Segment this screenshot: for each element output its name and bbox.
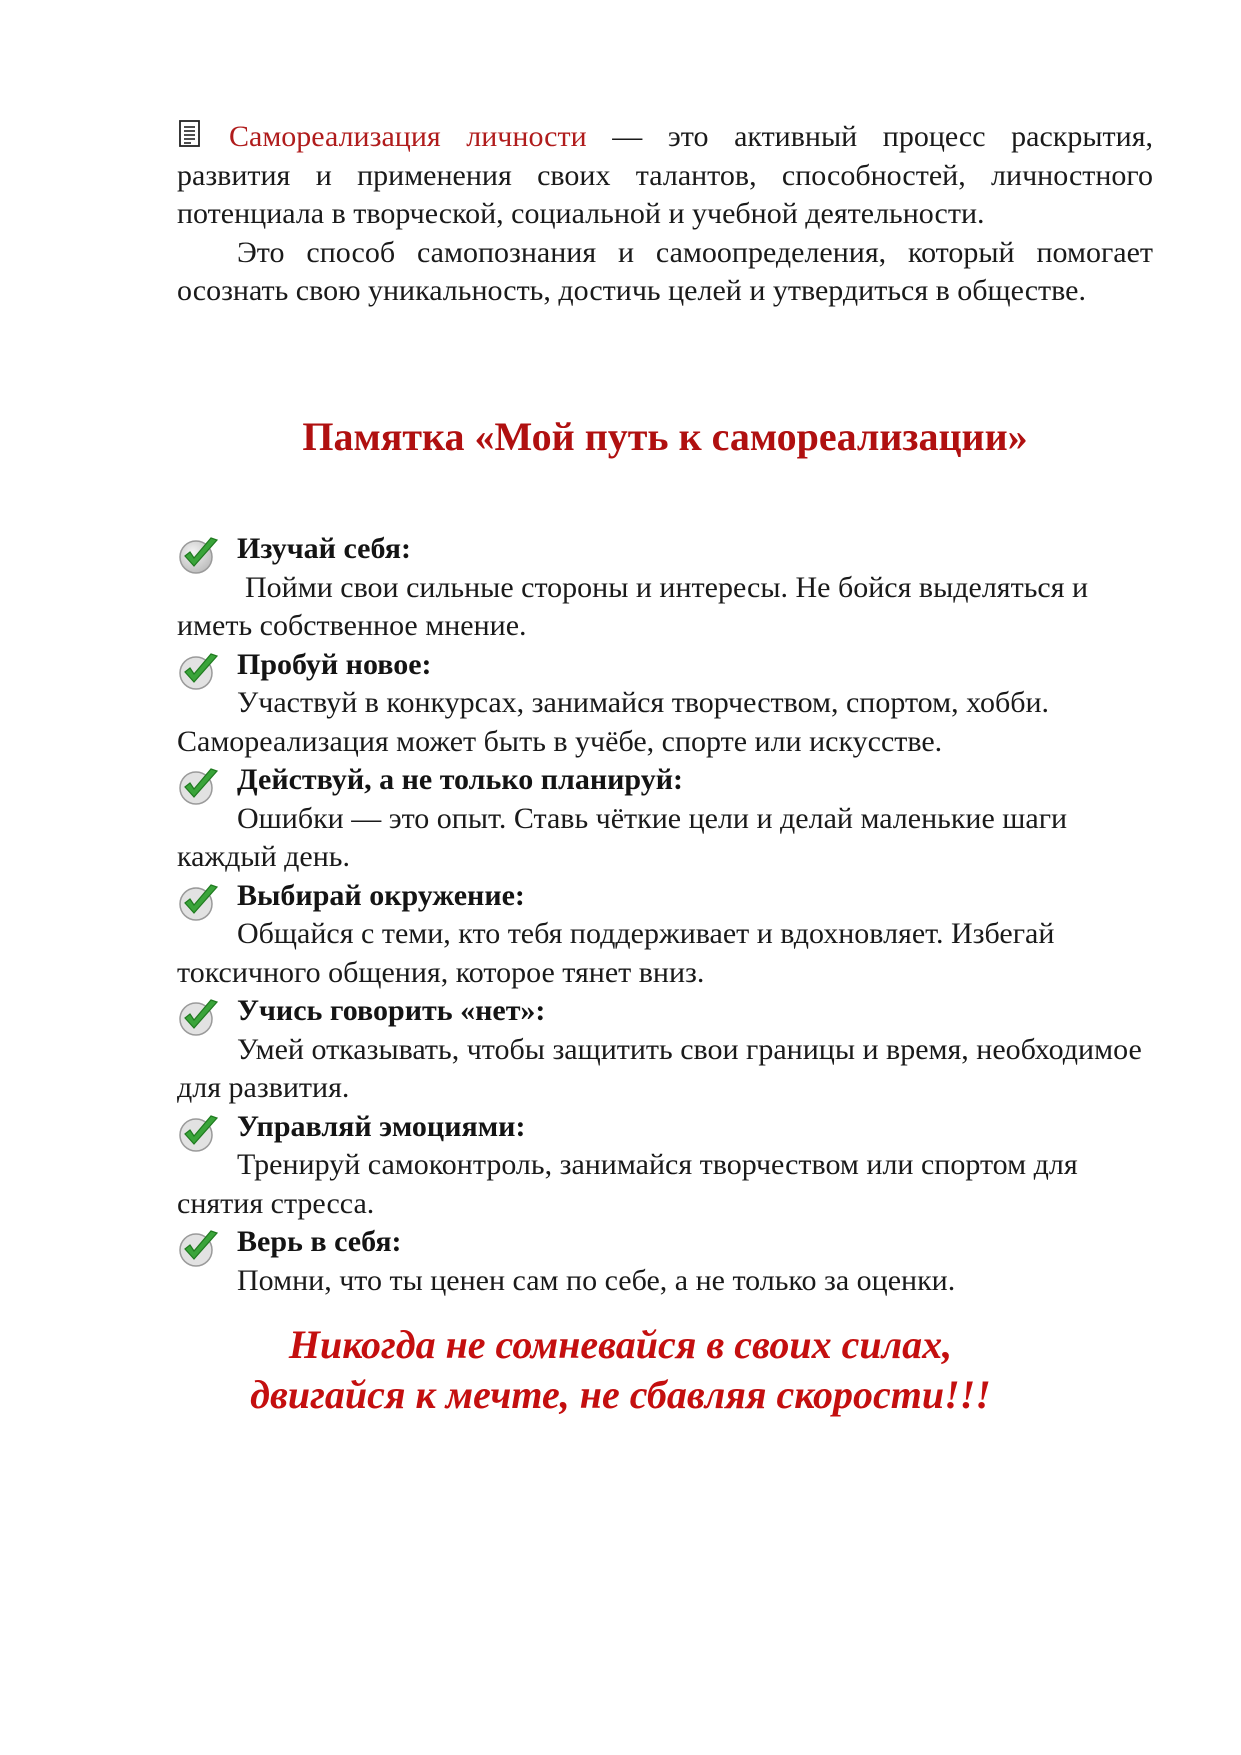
tip-text: Помни, что ты ценен сам по себе, а не только за оценки. xyxy=(237,1263,956,1297)
green-check-icon xyxy=(177,881,221,923)
tip-title: Верь в себя: xyxy=(237,1225,402,1258)
intro-paragraph-2: Это способ самопознания и самоопределения, который помогает осознать свою уникальность, достичь целей и утвердиться в обществе. xyxy=(177,235,1153,307)
tip-text: Ошибки — это опыт. Ставь чёткие цели и делай маленькие шаги каждый день. xyxy=(177,801,1068,873)
closing-line-1: Никогда не сомневайся в своих силах, xyxy=(288,1322,953,1367)
tip-title-row xyxy=(177,646,1153,685)
green-check-icon xyxy=(177,765,221,807)
tip-item xyxy=(177,1108,1153,1224)
tip-title-row xyxy=(177,761,1153,800)
tips-list xyxy=(177,530,1153,1300)
tip-text: Умей отказывать, чтобы защитить свои границы и время, необходимое для развития. xyxy=(177,1032,1142,1104)
green-check-icon xyxy=(177,1227,221,1269)
tip-item xyxy=(177,1223,1153,1300)
tip-title: Пробуй новое: xyxy=(237,647,432,681)
tip-text: Тренируй самоконтроль, занимайся творчеством или спортом для снятия стресса. xyxy=(177,1148,1078,1220)
tip-title-row xyxy=(177,530,1153,569)
intro-definition: — это активный процесс раскрытия, развития и применения своих талантов, способностей, личностного потенциала в творческой, социальной и учебной деятельности. xyxy=(177,120,1153,230)
tip-title: Действуй, а не только планируй: xyxy=(237,763,684,796)
closing-motto xyxy=(0,1320,1241,1420)
memo-heading: Памятка «Мой путь к самореализации» xyxy=(302,414,1028,459)
green-check-icon xyxy=(177,1112,221,1154)
tip-item xyxy=(177,530,1153,646)
tip-title-row xyxy=(177,1223,1153,1262)
green-check-icon xyxy=(177,534,221,576)
tip-title: Управляй эмоциями: xyxy=(237,1109,526,1143)
tip-title-row xyxy=(177,992,1153,1031)
tip-title: Изучай себя: xyxy=(237,532,411,565)
document-list-icon xyxy=(177,119,203,149)
tip-title: Выбирай окружение: xyxy=(237,878,525,912)
closing-line-2: двигайся к мечте, не сбавляя скорости!!! xyxy=(250,1372,991,1417)
tip-title-row xyxy=(177,1108,1153,1147)
document-page xyxy=(177,118,1153,1297)
green-check-icon xyxy=(177,650,221,692)
tip-item xyxy=(177,761,1153,877)
intro-paragraph xyxy=(177,118,1153,234)
tip-item xyxy=(177,646,1153,762)
tip-item xyxy=(177,877,1153,993)
tip-text: Общайся с теми, кто тебя поддерживает и вдохновляет. Избегай токсичного общения, которое тянет вниз. xyxy=(177,917,1055,989)
tip-item xyxy=(177,992,1153,1108)
intro-term: Самореализация личности xyxy=(229,120,587,153)
tip-text: Пойми свои сильные стороны и интересы. Не бойся выделяться и иметь собственное мнение. xyxy=(177,570,1089,642)
tip-title-row xyxy=(177,877,1153,916)
green-check-icon xyxy=(177,996,221,1038)
tip-text: Участвуй в конкурсах, занимайся творчеством, спортом, хобби. Самореализация может быть в учёбе, спорте или искусстве. xyxy=(177,686,1050,758)
tip-title: Учись говорить «нет»: xyxy=(237,994,546,1027)
